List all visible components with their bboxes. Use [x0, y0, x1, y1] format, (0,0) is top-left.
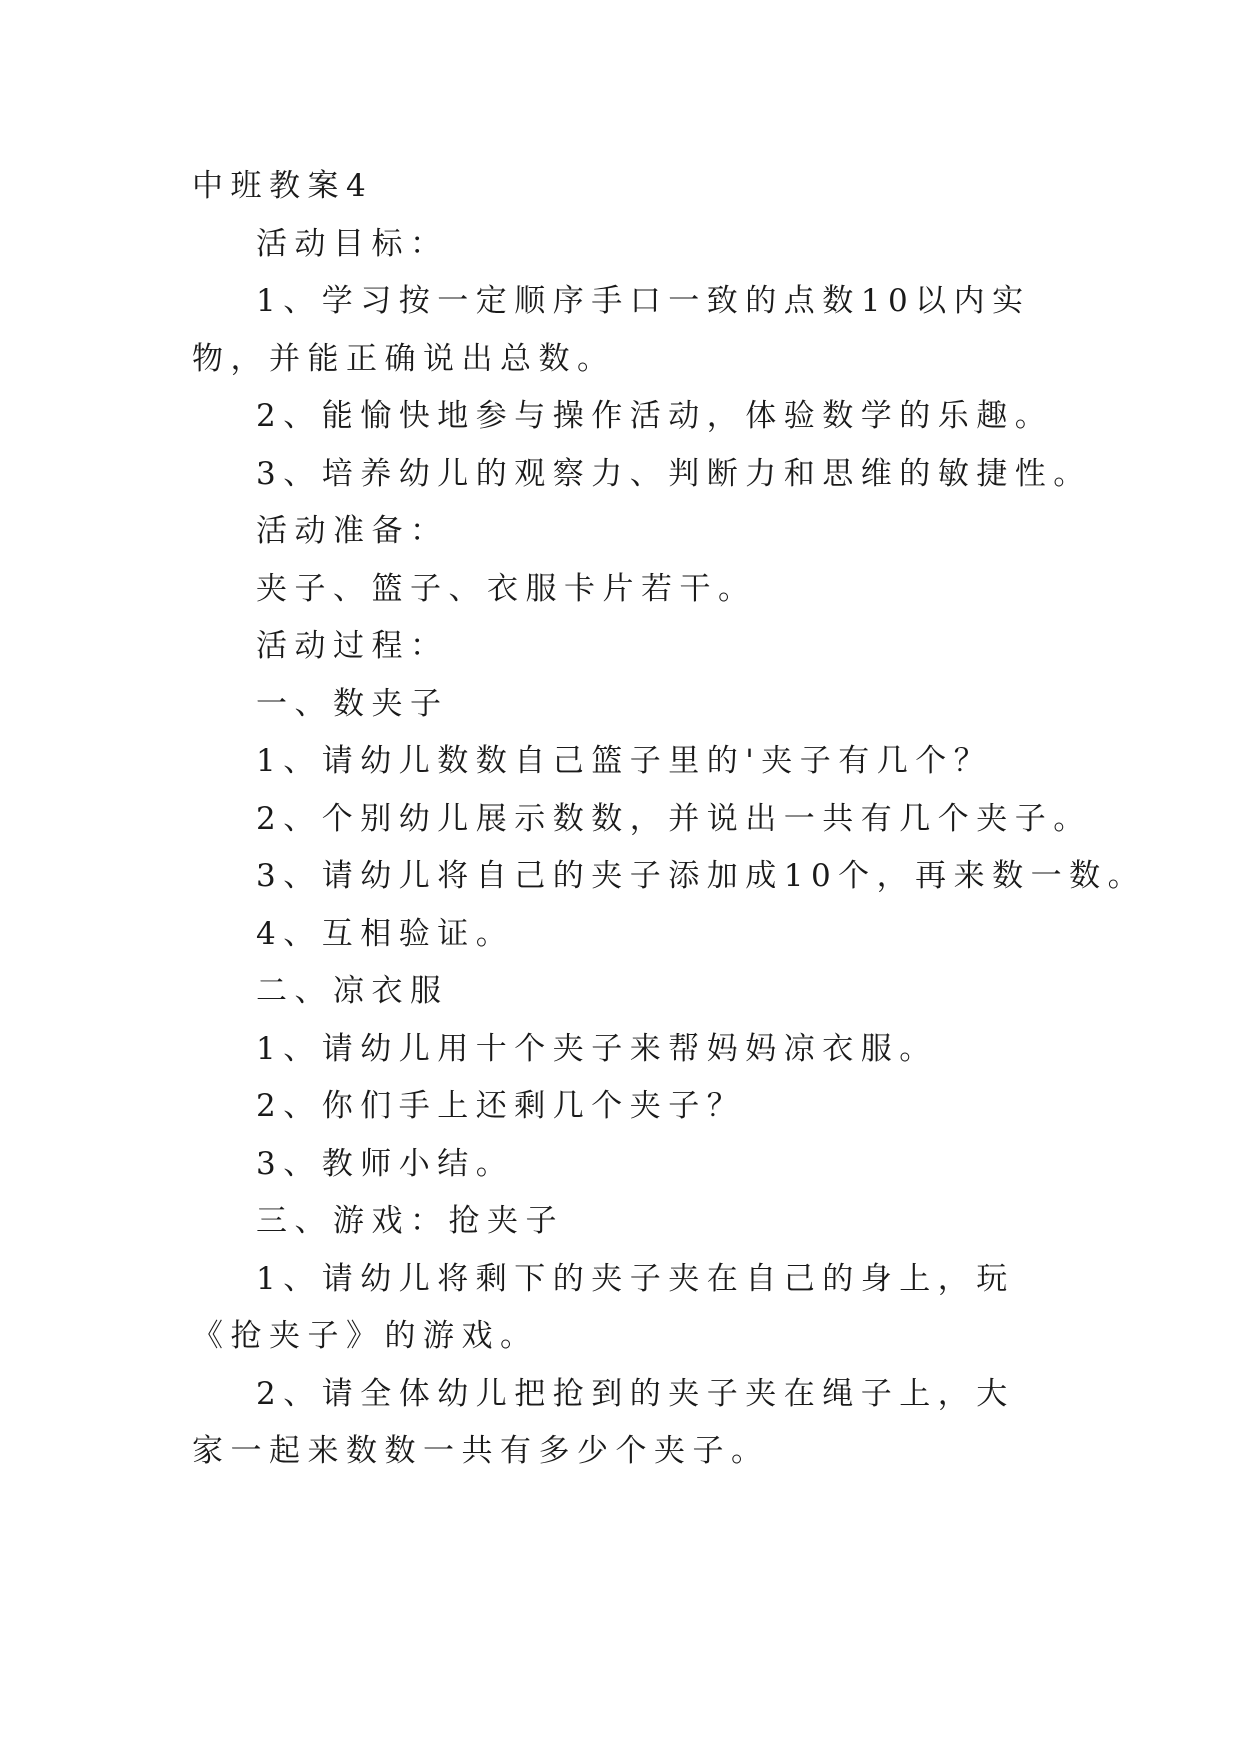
- step-item: 2、个别幼儿展示数数，并说出一共有几个夹子。: [256, 800, 1092, 837]
- document-title: 中班教案4: [192, 168, 374, 204]
- section-heading: 三、游戏：抢夹子: [256, 1203, 564, 1239]
- prep-text: 夹子、篮子、衣服卡片若干。: [256, 570, 757, 607]
- goal-item: 3、培养幼儿的观察力、判断力和思维的敏捷性。: [256, 455, 1092, 492]
- step-item: 4、互相验证。: [256, 915, 515, 952]
- step-item: 1、请幼儿将剩下的夹子夹在自己的身上，玩《抢夹子》的游戏。: [192, 1260, 1015, 1354]
- goal-item: 1、学习按一定顺序手口一致的点数10以内实物，并能正确说出总数。: [192, 283, 1031, 377]
- section-heading: 二、凉衣服: [256, 973, 449, 1009]
- step-item: 3、教师小结。: [256, 1145, 515, 1182]
- goals-heading: 活动目标：: [256, 225, 449, 262]
- step-item: 1、请幼儿数数自己篮子里的'夹子有几个？: [256, 743, 993, 779]
- goal-item: 2、能愉快地参与操作活动，体验数学的乐趣。: [256, 398, 1054, 434]
- process-heading: 活动过程：: [256, 628, 449, 664]
- step-item: 3、请幼儿将自己的夹子添加成10个，再来数一数。: [256, 858, 1147, 894]
- lesson-plan-body: [192, 158, 1147, 1481]
- step-item: 2、你们手上还剩几个夹子？: [256, 1088, 746, 1124]
- section-heading: 一、数夹子: [256, 685, 449, 722]
- step-item: 2、请全体幼儿把抢到的夹子夹在绳子上，大家一起来数数一共有多少个夹子。: [192, 1375, 1015, 1469]
- prep-heading: 活动准备：: [256, 513, 449, 549]
- step-item: 1、请幼儿用十个夹子来帮妈妈凉衣服。: [256, 1030, 938, 1067]
